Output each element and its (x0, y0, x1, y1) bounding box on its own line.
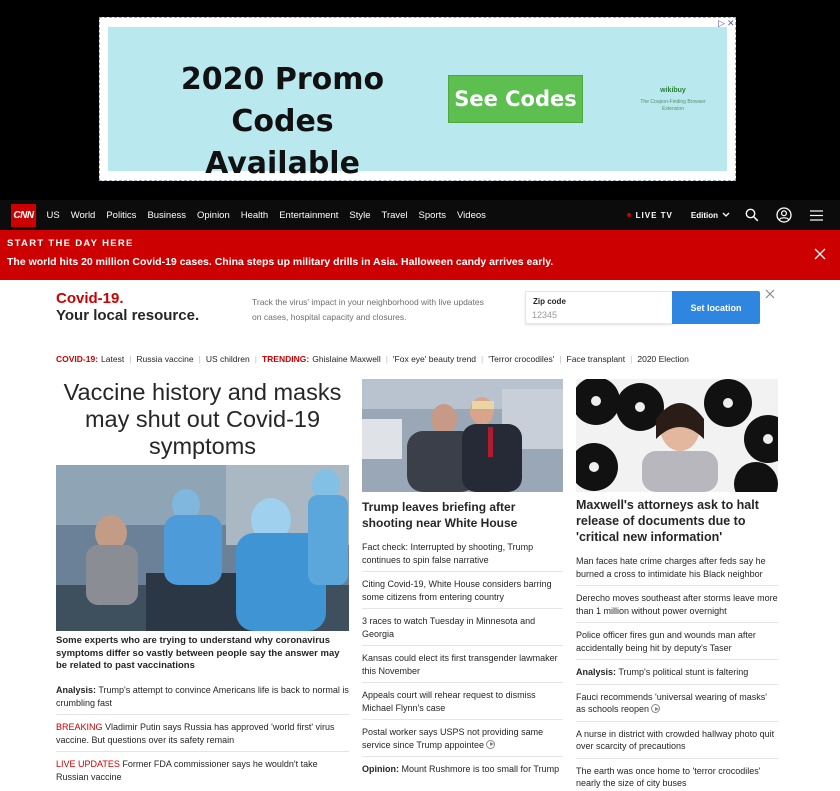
ad-area (0, 0, 840, 200)
live-dot-icon (627, 213, 631, 217)
item-text: Trump's political stunt is faltering (618, 667, 749, 677)
edition-selector[interactable] (691, 211, 730, 220)
trend-link-face-transplant[interactable]: Face transplant (566, 354, 626, 364)
item-text: Citing Covid-19, White House considers barring some citizens from entering country (362, 579, 552, 602)
list-item[interactable] (576, 549, 778, 585)
item-label: LIVE UPDATES (56, 759, 120, 769)
close-icon[interactable] (813, 247, 827, 261)
list-item[interactable] (362, 682, 563, 719)
nav-item-videos[interactable]: Videos (457, 209, 486, 221)
trend-link-russia-vaccine[interactable]: Russia vaccine (136, 354, 194, 364)
list-item[interactable] (576, 622, 778, 659)
maxwell-image[interactable] (576, 379, 778, 492)
video-play-icon (486, 740, 495, 749)
nav-right (627, 200, 840, 230)
item-text: Fact check: Interrupted by shooting, Trump continues to spin false narrative (362, 542, 534, 565)
ad-brand: wikibuy (660, 87, 686, 94)
list-item[interactable] (576, 659, 778, 684)
ad-brand-tagline: The Coupon-Finding Browser Extension (640, 99, 706, 112)
item-text: Fauci recommends 'universal wearing of masks' as schools reopen (576, 691, 768, 714)
trump-briefing-headline[interactable]: Trump leaves briefing after shooting near White House (362, 500, 518, 530)
nav-item-health[interactable]: Health (240, 209, 269, 221)
separator: | (198, 354, 201, 364)
separator: | (481, 354, 484, 364)
item-label: BREAKING (56, 722, 103, 732)
list-item[interactable] (362, 719, 563, 756)
item-text: Vladimir Putin says Russia has approved 'world first' virus vaccine. But questions over its safety remain (56, 722, 335, 745)
trending-bar (56, 353, 786, 365)
nav-item-business[interactable]: Business (147, 209, 186, 221)
trend-link-fox-eye[interactable]: 'Fox eye' beauty trend (392, 354, 477, 364)
separator: | (559, 354, 562, 364)
separator: | (254, 354, 257, 364)
trend-link-ghislaine-maxwell[interactable]: Ghislaine Maxwell (312, 354, 381, 364)
trend-link-us-children[interactable]: US children (205, 354, 250, 364)
live-tv-label: LIVE TV (635, 210, 673, 220)
item-text: Mount Rushmore is too small for Trump (401, 764, 560, 774)
list-item[interactable] (576, 585, 778, 622)
search-icon[interactable] (744, 207, 760, 223)
nav-item-world[interactable]: World (70, 209, 96, 221)
item-text: Postal worker says USPS not providing same service since Trump appointee (362, 727, 544, 750)
list-item[interactable] (362, 571, 563, 608)
item-text: The earth was once home to 'terror crocodiles' nearly the size of city buses (576, 765, 761, 788)
item-text: Man faces hate crime charges after feds say he burned a cross to intimidate his Black neighbor (576, 556, 766, 579)
trend-link-latest[interactable]: Latest (101, 354, 125, 364)
nav-item-style[interactable]: Style (349, 209, 371, 221)
item-text: Derecho moves southeast after storms leave more than 1 million without power overnight (576, 593, 778, 616)
nav-item-politics[interactable]: Politics (106, 209, 137, 221)
item-text: Police officer fires gun and wounds man after accidentally being hit by deputy's Taser (576, 630, 756, 653)
zip-code-field[interactable] (525, 291, 673, 324)
breaking-banner[interactable] (0, 230, 840, 280)
maxwell-headline[interactable]: Maxwell's attorneys ask to halt release of documents due to 'critical new information' (576, 498, 759, 544)
item-text: 3 races to watch Tuesday in Minnesota and Georgia (362, 616, 536, 639)
trump-briefing-image[interactable] (362, 379, 563, 492)
list-item[interactable] (576, 721, 778, 758)
separator: | (630, 354, 633, 364)
trend-link-2020-election[interactable]: 2020 Election (637, 354, 689, 364)
covid-module-close-icon[interactable] (765, 289, 775, 299)
separator: | (385, 354, 388, 364)
ad-headline: 2020 Promo Codes Available (180, 62, 385, 181)
ad-choices[interactable] (718, 18, 734, 29)
nav-item-sports[interactable]: Sports (418, 209, 447, 221)
list-item[interactable] (362, 756, 563, 781)
separator: | (129, 354, 132, 364)
top-nav (0, 200, 840, 230)
list-item[interactable] (56, 751, 349, 788)
nav-item-us[interactable]: US (46, 209, 60, 221)
col1-story-list (56, 678, 349, 788)
covid-module-subtitle: Your local resource. (56, 307, 200, 324)
item-label: Analysis: (576, 667, 617, 677)
list-item[interactable] (56, 678, 349, 714)
list-item[interactable] (576, 684, 778, 721)
trending-label: TRENDING: (261, 354, 310, 364)
set-location-button[interactable]: Set location (672, 291, 760, 324)
live-tv-link[interactable] (627, 211, 673, 220)
list-item[interactable] (362, 645, 563, 682)
list-item[interactable] (362, 608, 563, 645)
ad-banner[interactable] (99, 17, 736, 181)
lead-caption[interactable]: Some experts who are trying to understand why coronavirus symptoms differ so vastly between people say the answer may be related to past vaccinations (56, 635, 340, 671)
list-item[interactable] (362, 535, 563, 571)
list-item[interactable] (56, 714, 349, 751)
ad-creative[interactable] (108, 27, 727, 181)
zip-code-label: Zip code (533, 297, 566, 306)
lead-headline[interactable]: Vaccine history and masks may shut out Covid-19 symptoms (63, 379, 342, 459)
ad-close-icon[interactable]: ✕ (727, 18, 735, 28)
list-item[interactable] (576, 758, 778, 791)
col2-story-list (362, 535, 563, 781)
trend-link-terror-crocodiles[interactable]: 'Terror crocodiles' (488, 354, 555, 364)
item-text: Former FDA commissioner says he wouldn't take Russian vaccine (56, 759, 318, 782)
nav-item-opinion[interactable]: Opinion (197, 209, 230, 221)
video-play-icon (651, 704, 660, 713)
nav-item-travel[interactable]: Travel (381, 209, 408, 221)
edition-label: Edition (690, 210, 718, 220)
covid-label: COVID-19: (56, 354, 99, 364)
nav-item-entertainment[interactable]: Entertainment (279, 209, 339, 221)
banner-kicker: START THE DAY HERE (7, 238, 134, 249)
covid-module-title: Covid-19. (56, 290, 124, 307)
item-text: Trump's attempt to convince Americans life is back to normal is crumbling fast (56, 685, 349, 708)
zip-code-input[interactable] (532, 308, 662, 321)
item-text: A nurse in district with crowded hallway photo quit over scarcity of precautions (576, 728, 775, 751)
cnn-logo[interactable]: CNN (11, 204, 36, 227)
chevron-down-icon (722, 212, 730, 218)
ad-info-icon[interactable]: ▷ (718, 18, 725, 28)
ad-see-codes-button[interactable]: See Codes (448, 75, 583, 123)
item-label: Analysis: (56, 685, 97, 695)
account-icon[interactable] (776, 207, 792, 223)
item-label: Opinion: (362, 764, 399, 774)
nav-sections (41, 210, 491, 221)
covid-module-description: Track the virus' impact in your neighborhood with live updates on cases, hospital capacity and closures. (252, 297, 484, 322)
item-text: Kansas could elect its first transgender lawmaker this November (362, 653, 558, 676)
menu-icon[interactable] (808, 207, 824, 223)
item-text: Appeals court will rehear request to dismiss Michael Flynn's case (362, 690, 536, 713)
col3-story-list (576, 549, 778, 791)
lead-story-image[interactable] (56, 465, 349, 631)
banner-headline[interactable]: The world hits 20 million Covid-19 cases. China steps up military drills in Asia. Halloween candy arrives early. (7, 256, 554, 268)
